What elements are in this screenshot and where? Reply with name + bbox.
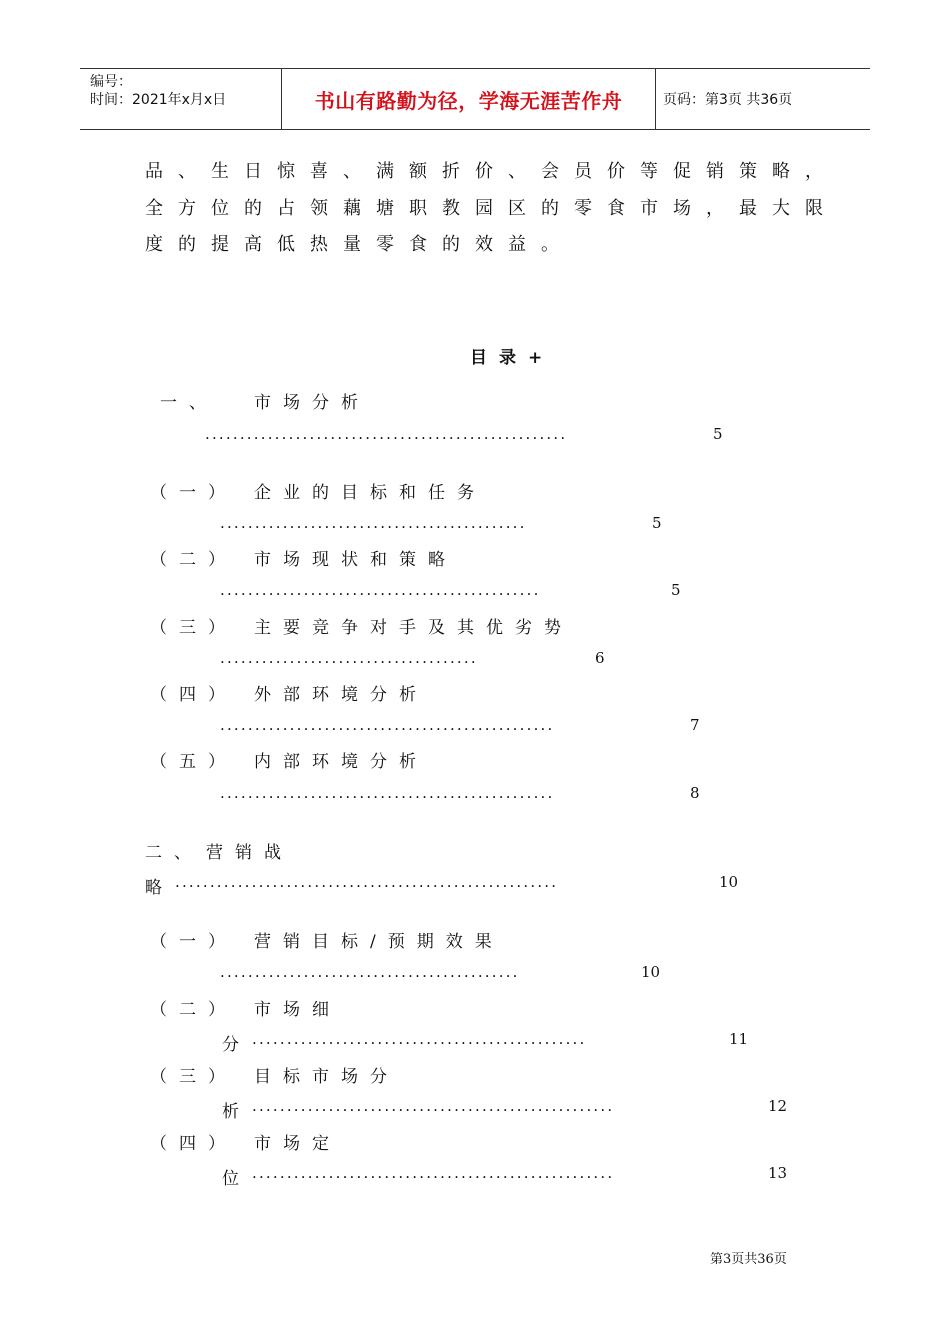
- toc-leader-dots: ....................................................: [252, 1164, 615, 1182]
- toc-entry-label: 营销战: [206, 843, 293, 863]
- footer-page-number: 第3页共36页: [710, 1252, 787, 1267]
- toc-page-number: 11: [729, 1030, 749, 1048]
- serial-label: 编号：: [90, 74, 132, 90]
- toc-page-number: 12: [768, 1097, 788, 1115]
- toc-page-number: 10: [719, 873, 739, 891]
- toc-entry-label: 市场现状和策略: [254, 550, 457, 570]
- toc-entry-continuation: 分: [222, 1035, 251, 1055]
- toc-page-number: 6: [595, 649, 605, 667]
- toc-entry-prefix: （二）: [150, 1000, 237, 1020]
- toc-page-number: 8: [690, 784, 700, 802]
- header-motto-cell: [281, 69, 656, 129]
- toc-entry-prefix: （二）: [150, 550, 237, 570]
- toc-leader-dots: ................................................: [252, 1030, 587, 1048]
- toc-page-number: 10: [641, 963, 661, 981]
- toc-entry-prefix: （一）: [150, 932, 237, 952]
- toc-entry-prefix: （四）: [150, 685, 237, 705]
- toc-leader-dots: ....................................................: [205, 425, 568, 443]
- toc-leader-dots: ............................................: [220, 514, 527, 532]
- toc-entry-prefix: 一、: [160, 393, 218, 413]
- toc-entry-label: 市场定: [254, 1134, 341, 1154]
- toc-entry-prefix: （五）: [150, 752, 237, 772]
- toc-page-number: 7: [690, 716, 700, 734]
- toc-entry-label: 主要竞争对手及其优劣势: [254, 618, 573, 638]
- toc-entry-label: 外部环境分析: [254, 685, 428, 705]
- toc-leader-dots: ................................................: [220, 716, 555, 734]
- document-header: [80, 68, 870, 130]
- toc-leader-dots: .....................................: [220, 649, 478, 667]
- toc-page-number: 5: [671, 581, 681, 599]
- toc-entry-label: 内部环境分析: [254, 752, 428, 772]
- toc-leader-dots: .......................................................: [175, 873, 559, 891]
- toc-title: 目录+: [470, 348, 555, 368]
- toc-leader-dots: ................................................: [220, 784, 555, 802]
- toc-leader-dots: ....................................................: [252, 1097, 615, 1115]
- toc-entry-prefix: 二、: [145, 843, 203, 863]
- toc-page-number: 13: [768, 1164, 788, 1182]
- header-meta: [80, 69, 280, 129]
- toc-page-number: 5: [652, 514, 662, 532]
- toc-leader-dots: ..............................................: [220, 581, 541, 599]
- toc-entry-continuation: 位: [222, 1169, 251, 1189]
- toc-entry-label: 市场分析: [254, 393, 370, 413]
- toc-leader-dots: ...........................................: [220, 963, 520, 981]
- intro-line-1: 品、生日惊喜、满额折价、会员价等促销策略，: [145, 161, 838, 182]
- toc-entry-prefix: （三）: [150, 618, 237, 638]
- toc-page-number: 5: [713, 425, 723, 443]
- toc-entry-prefix: （一）: [150, 483, 237, 503]
- toc-entry-continuation: 略: [145, 878, 174, 898]
- toc-entry-prefix: （四）: [150, 1134, 237, 1154]
- header-page-cell: [655, 69, 869, 129]
- intro-line-2: 全方位的占领藕塘职教园区的零食市场，最大限: [145, 198, 838, 219]
- toc-entry-label: 市场细: [254, 1000, 341, 1020]
- toc-entry-label: 企业的目标和任务: [254, 483, 486, 503]
- toc-entry-prefix: （三）: [150, 1067, 237, 1087]
- time-label: 时间：2021年x月x日: [90, 92, 227, 108]
- header-page-label: 页码：第3页 共36页: [663, 92, 793, 108]
- motto: 书山有路勤为径，学海无涯苦作舟: [314, 88, 623, 113]
- toc-entry-label: 目标市场分: [254, 1067, 399, 1087]
- intro-line-3: 度的提高低热量零食的效益。: [145, 234, 574, 255]
- toc-entry-continuation: 析: [222, 1102, 251, 1122]
- toc-entry-label: 营销目标/预期效果: [254, 932, 504, 952]
